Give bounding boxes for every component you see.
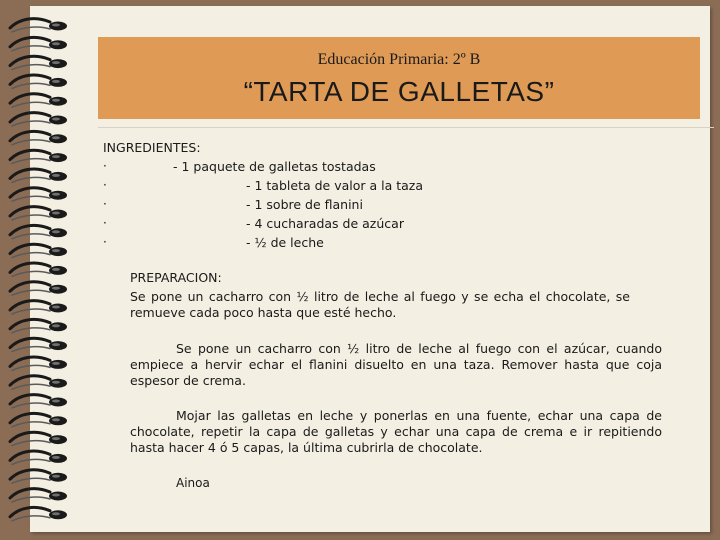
binding-ring bbox=[10, 507, 67, 520]
binding-ring bbox=[10, 432, 67, 445]
binding-ring bbox=[10, 470, 67, 483]
recipe-title: “TARTA DE GALLETAS” bbox=[243, 76, 555, 107]
binding-ring bbox=[10, 94, 67, 107]
binding-ring bbox=[10, 150, 67, 163]
binding-ring bbox=[10, 357, 67, 370]
binding-ring bbox=[10, 413, 67, 426]
binding-ring bbox=[10, 244, 67, 257]
title-banner bbox=[98, 37, 700, 119]
ingredients-heading: INGREDIENTES: bbox=[103, 140, 201, 155]
binding-ring bbox=[10, 75, 67, 88]
binding-ring bbox=[10, 319, 67, 332]
preparation-step-3: Mojar las galletas en leche y ponerlas en una fuente, echar una capa de chocolate, repetir la capa de galletas y echar una capa de crema e ir repitiendo hasta hacer 4 ó 5 capas, la última cubrirla de chocolate. bbox=[130, 408, 662, 455]
bullet-dot: · bbox=[103, 159, 107, 173]
binding-ring bbox=[10, 113, 67, 126]
bullet-dot: · bbox=[103, 216, 107, 230]
bullet-dot: · bbox=[103, 235, 107, 249]
binding-ring bbox=[10, 56, 67, 69]
ingredient-item: - 1 sobre de flanini bbox=[246, 197, 363, 212]
binding-ring bbox=[10, 225, 67, 238]
ingredient-item: - ½ de leche bbox=[246, 235, 324, 250]
binding-ring bbox=[10, 338, 67, 351]
binding-ring bbox=[10, 19, 67, 32]
binding-ring bbox=[10, 263, 67, 276]
binding-ring bbox=[10, 131, 67, 144]
binding-ring bbox=[10, 169, 67, 182]
author-name: Ainoa bbox=[176, 476, 210, 490]
class-subtitle: Educación Primaria: 2º B bbox=[317, 51, 481, 68]
binding-ring bbox=[10, 282, 67, 295]
bullet-dot: · bbox=[103, 197, 107, 211]
bullet-dot: · bbox=[103, 178, 107, 192]
binding-ring bbox=[10, 207, 67, 220]
header-divider bbox=[98, 127, 714, 128]
binding-ring bbox=[10, 376, 67, 389]
preparation-heading: PREPARACION: bbox=[130, 270, 222, 285]
binding-ring bbox=[10, 301, 67, 314]
binding-ring bbox=[10, 188, 67, 201]
spiral-binding bbox=[6, 14, 76, 524]
binding-ring bbox=[10, 489, 67, 502]
preparation-step-1: Se pone un cacharro con ½ litro de leche al fuego y se echa el chocolate, se remueve cada poco hasta que esté hecho. bbox=[130, 289, 630, 320]
preparation-step-2: Se pone un cacharro con ½ litro de leche al fuego con el azúcar, cuando empiece a hervir echar el flanini disuelto en una taza. Remover hasta que coja espesor de crema. bbox=[130, 341, 662, 388]
ingredient-item: - 1 tableta de valor a la taza bbox=[246, 178, 424, 193]
binding-ring bbox=[10, 395, 67, 408]
binding-ring bbox=[10, 37, 67, 50]
ingredient-item: - 4 cucharadas de azúcar bbox=[246, 216, 404, 231]
ingredient-item: - 1 paquete de galletas tostadas bbox=[173, 159, 376, 174]
binding-ring bbox=[10, 451, 67, 464]
